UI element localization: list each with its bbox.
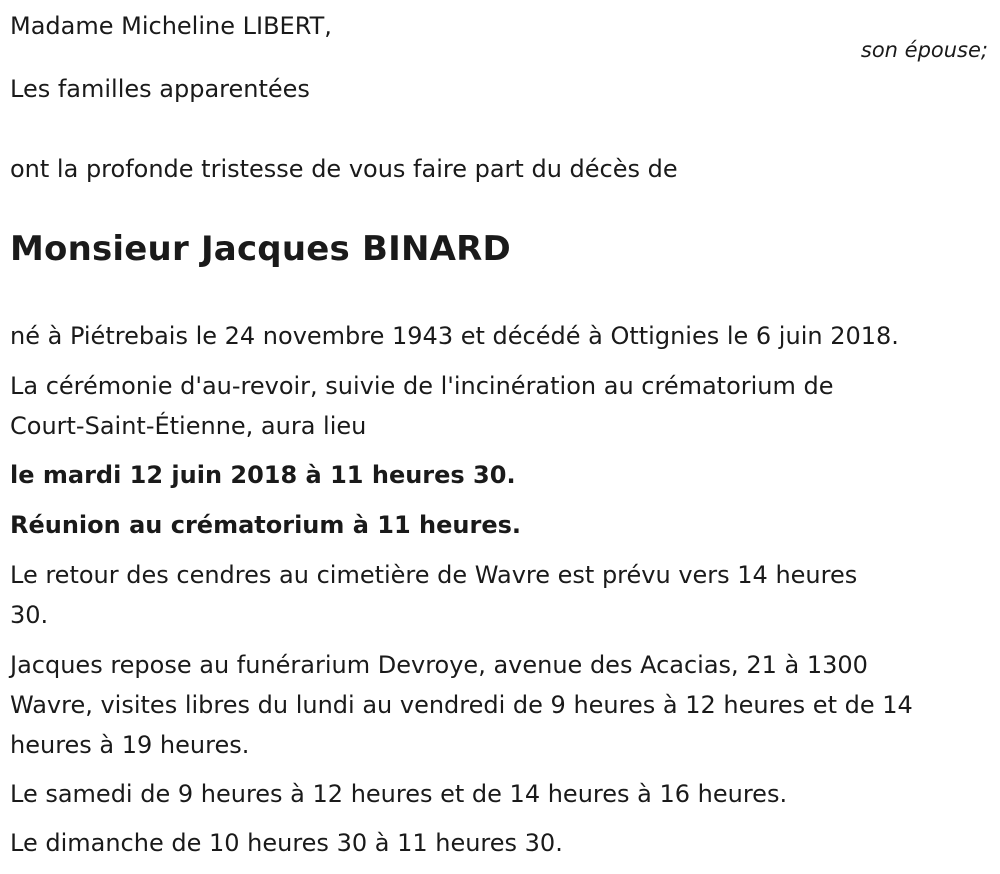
ceremony-line-2: Court-Saint-Étienne, aura lieu: [10, 412, 367, 440]
funeral-home-line-2: Wavre, visites libres du lundi au vendredi de 9 heures à 12 heures et de 14: [10, 691, 913, 719]
funeral-home-line-3: heures à 19 heures.: [10, 731, 250, 759]
ashes-line-1: Le retour des cendres au cimetière de Wavre est prévu vers 14 heures: [10, 561, 858, 589]
sunday-hours: Le dimanche de 10 heures 30 à 11 heures 30.: [10, 829, 563, 857]
spouse-name: Madame Micheline LIBERT,: [10, 12, 332, 40]
ashes-line-2: 30.: [10, 601, 49, 629]
birth-death-line: né à Piétrebais le 24 novembre 1943 et décédé à Ottignies le 6 juin 2018.: [10, 322, 899, 350]
announcement-line: ont la profonde tristesse de vous faire part du décès de: [10, 155, 678, 183]
spouse-relation: son épouse;: [860, 38, 988, 62]
meeting-line: Réunion au crématorium à 11 heures.: [10, 511, 522, 539]
saturday-hours: Le samedi de 9 heures à 12 heures et de 14 heures à 16 heures.: [10, 780, 788, 808]
ceremony-date: le mardi 12 juin 2018 à 11 heures 30.: [10, 461, 516, 489]
families-line: Les familles apparentées: [10, 75, 310, 103]
ceremony-line-1: La cérémonie d'au-revoir, suivie de l'incinération au crématorium de: [10, 372, 834, 400]
funeral-home-line-1: Jacques repose au funérarium Devroye, avenue des Acacias, 21 à 1300: [10, 651, 868, 679]
deceased-name: Monsieur Jacques BINARD: [10, 229, 511, 269]
